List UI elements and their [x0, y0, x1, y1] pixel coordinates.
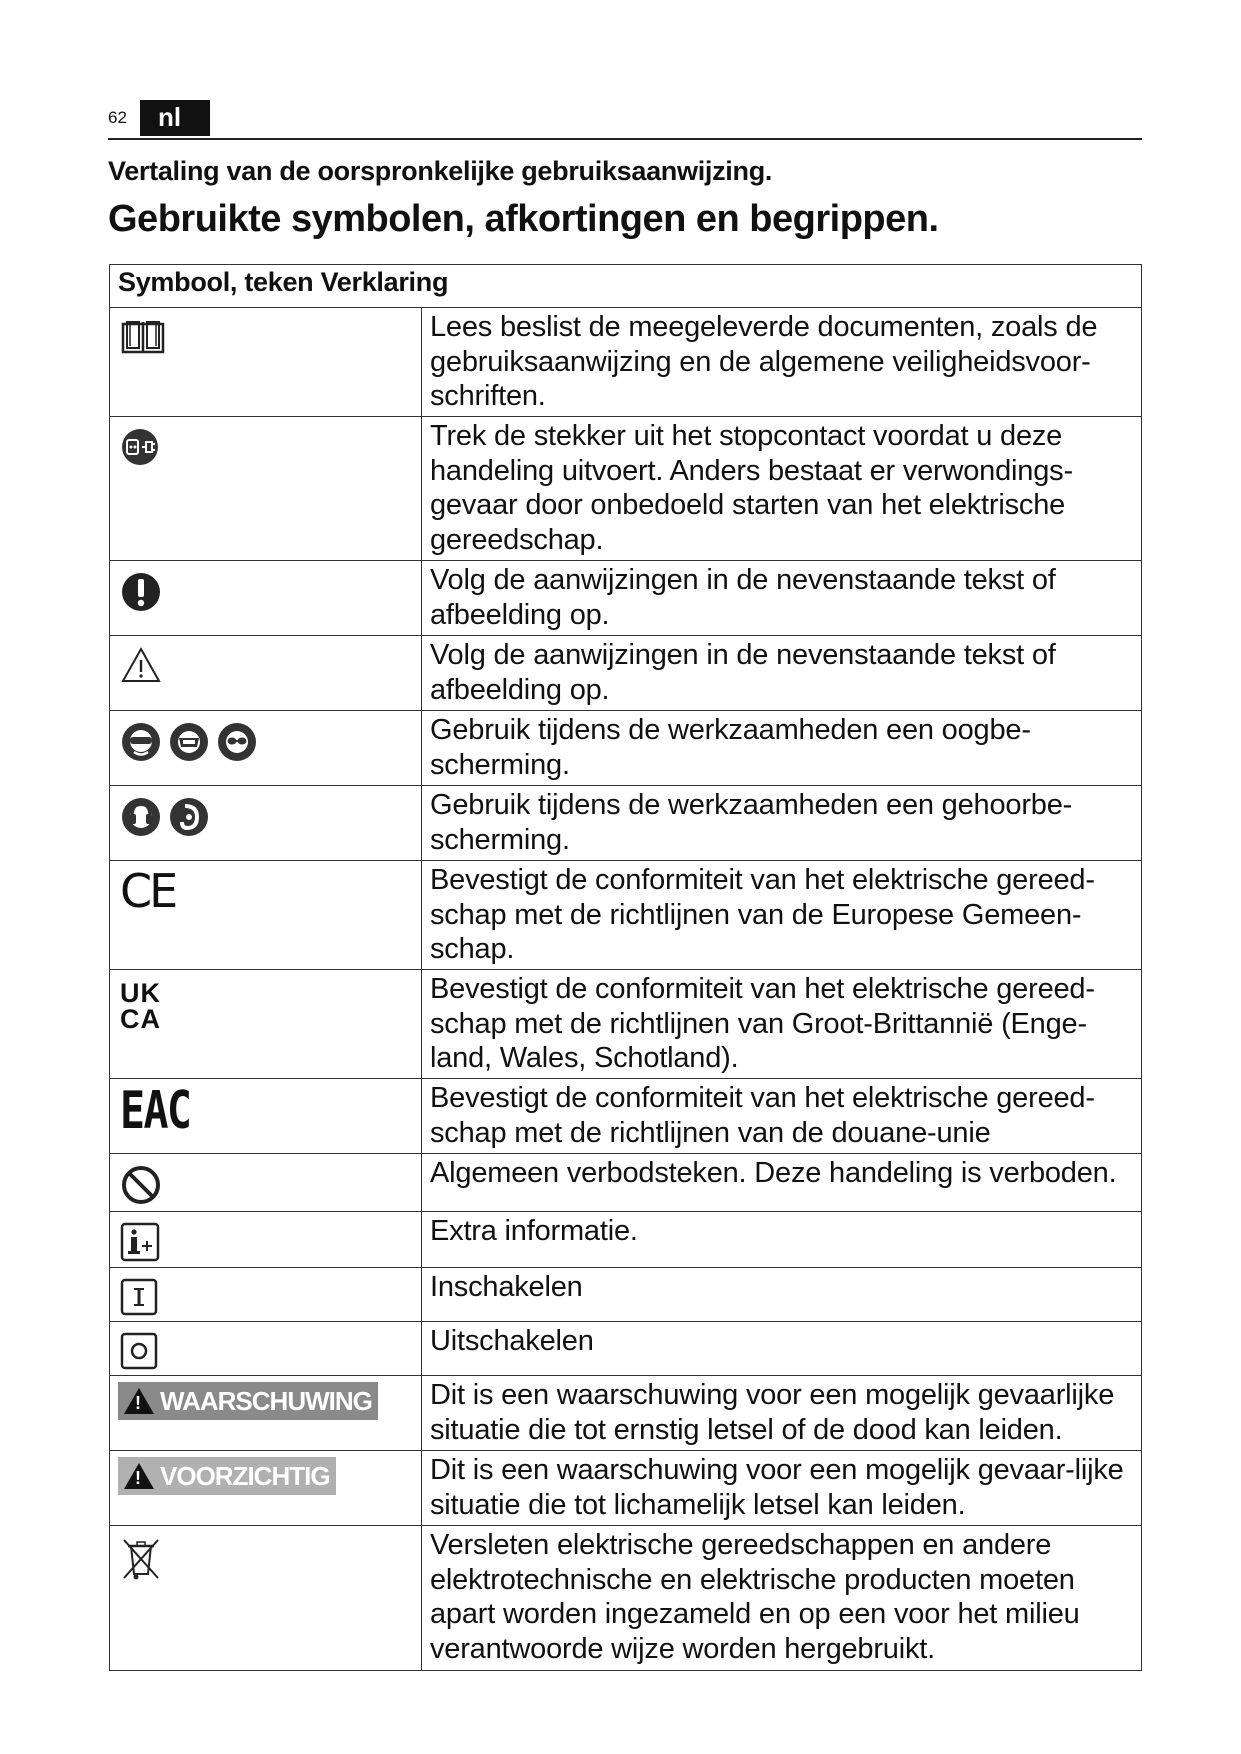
- hearing-protection-icon: [168, 796, 210, 838]
- caution-label-text: VOORZICHTIG: [160, 1460, 330, 1491]
- explanation-cell: Dit is een waarschuwing voor een mogelijk gevaar-lijke situatie die tot lichamelijk letsel kan leiden.: [422, 1451, 1142, 1526]
- switch-on-icon: [120, 1278, 158, 1316]
- table-row: [110, 786, 1142, 861]
- page-header: [108, 100, 1142, 140]
- face-shield-icon: [168, 721, 210, 763]
- explanation-cell: Versleten elektrische gereedschappen en andere elektrotechnische en elektrische producten moeten apart worden ingezameld en op een voor het milieu verantwoorde wijze worden hergebruikt.: [422, 1526, 1142, 1671]
- symbols-table: [109, 264, 1142, 1671]
- symbol-cell: [110, 786, 422, 861]
- page-number: 62: [108, 108, 127, 127]
- explanation-cell: Inschakelen: [422, 1268, 1142, 1322]
- explanation-cell: Bevestigt de conformiteit van het elektrische gereed-schap met de richtlijnen van de Europese Gemeen-schap.: [422, 861, 1142, 970]
- eac-mark: EAC: [120, 1081, 191, 1141]
- symbol-cell: [110, 1451, 422, 1526]
- symbol-cell: [110, 1376, 422, 1451]
- symbol-cell: [110, 711, 422, 786]
- safety-glasses-icon: [216, 721, 258, 763]
- table-row: [110, 711, 1142, 786]
- table-row: [110, 970, 1142, 1079]
- table-header-cell: [110, 265, 1142, 308]
- switch-off-icon: [120, 1332, 158, 1370]
- header-explanation: Verklaring: [320, 267, 449, 297]
- symbol-cell: [110, 1212, 422, 1268]
- table-row: [110, 636, 1142, 711]
- symbol-cell: [110, 970, 422, 1079]
- ce-mark: CE: [120, 864, 176, 918]
- eye-protection-icons: [120, 721, 421, 763]
- ear-protection-icons: [120, 796, 421, 838]
- explanation-cell: Volg de aanwijzingen in de nevenstaande tekst of afbeelding op.: [422, 636, 1142, 711]
- mandatory-exclamation-icon: [120, 571, 162, 613]
- table-row: [110, 1451, 1142, 1526]
- table-row: [110, 861, 1142, 970]
- warning-triangle-icon: [124, 1388, 154, 1414]
- table-row: [110, 1079, 1142, 1154]
- table-row: [110, 1212, 1142, 1268]
- ear-protection-icon: [120, 796, 162, 838]
- table-row: [110, 308, 1142, 417]
- ukca-line-1: UK: [120, 978, 161, 1008]
- table-row: [110, 1526, 1142, 1671]
- explanation-cell: Uitschakelen: [422, 1322, 1142, 1376]
- symbol-cell: [110, 1526, 422, 1671]
- symbol-cell: [110, 861, 422, 970]
- table-row: [110, 1268, 1142, 1322]
- table-row: [110, 1154, 1142, 1212]
- page-title: Gebruikte symbolen, afkortingen en begrippen.: [108, 198, 939, 240]
- explanation-cell: Gebruik tijdens de werkzaamheden een oogbe-scherming.: [422, 711, 1142, 786]
- explanation-cell: Lees beslist de meegeleverde documenten, zoals de gebruiksaanwijzing en de algemene veiligheidsvoor-schriften.: [422, 308, 1142, 417]
- explanation-cell: Volg de aanwijzingen in de nevenstaande tekst of afbeelding op.: [422, 561, 1142, 636]
- header-symbol: Symbool, teken: [118, 267, 314, 297]
- language-tab: nl: [140, 100, 210, 136]
- unplug-icon: [120, 427, 160, 467]
- explanation-cell: Dit is een waarschuwing voor een mogelijk gevaarlijke situatie die tot ernstig letsel of de dood kan leiden.: [422, 1376, 1142, 1451]
- symbol-cell: [110, 561, 422, 636]
- document-subtitle: Vertaling van de oorspronkelijke gebruiksaanwijzing.: [108, 156, 773, 186]
- symbol-cell: [110, 1322, 422, 1376]
- table-header-row: [110, 265, 1142, 308]
- symbol-cell: [110, 1154, 422, 1212]
- explanation-cell: Algemeen verbodsteken. Deze handeling is verboden.: [422, 1154, 1142, 1212]
- warning-triangle-icon: [120, 646, 162, 684]
- caution-triangle-icon: [124, 1463, 154, 1489]
- table-row: [110, 561, 1142, 636]
- ukca-mark: [120, 980, 161, 1032]
- symbol-cell: [110, 417, 422, 561]
- info-icon: [120, 1222, 160, 1262]
- book-icon: [120, 318, 166, 356]
- eye-protection-icon: [120, 721, 162, 763]
- warning-label-text: WAARSCHUWING: [160, 1385, 372, 1416]
- explanation-cell: Extra informatie.: [422, 1212, 1142, 1268]
- ukca-line-2: CA: [120, 1004, 161, 1034]
- weee-bin-icon: [120, 1536, 162, 1582]
- table-row: [110, 1376, 1142, 1451]
- symbol-cell: [110, 308, 422, 417]
- table-row: [110, 1322, 1142, 1376]
- symbol-cell: [110, 1268, 422, 1322]
- table-row: [110, 417, 1142, 561]
- explanation-cell: Bevestigt de conformiteit van het elektrische gereed-schap met de richtlijnen van de douane-unie: [422, 1079, 1142, 1154]
- explanation-cell: Trek de stekker uit het stopcontact voordat u deze handeling uitvoert. Anders bestaat er verwondings-gevaar door onbedoeld starten van het elektrische gereedschap.: [422, 417, 1142, 561]
- explanation-cell: Bevestigt de conformiteit van het elektrische gereed-schap met de richtlijnen van Groot-Brittannië (Enge-land, Wales, Schotland).: [422, 970, 1142, 1079]
- warning-label: [118, 1382, 378, 1420]
- symbol-cell: [110, 1079, 422, 1154]
- prohibition-icon: [120, 1164, 162, 1206]
- explanation-cell: Gebruik tijdens de werkzaamheden een gehoorbe-scherming.: [422, 786, 1142, 861]
- symbol-cell: [110, 636, 422, 711]
- caution-label: [118, 1457, 336, 1495]
